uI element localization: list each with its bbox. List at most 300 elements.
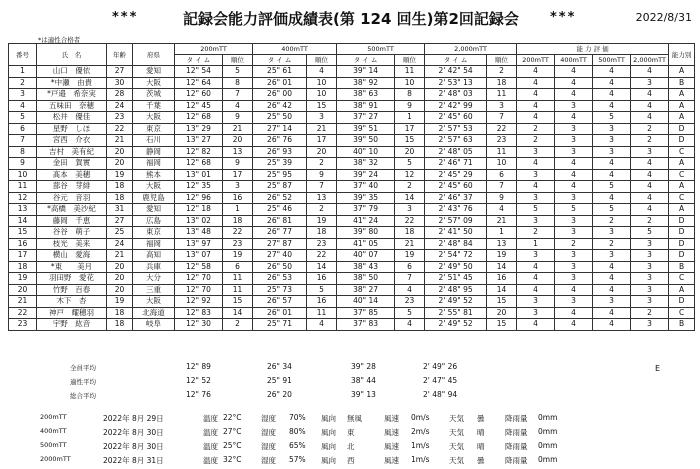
age: 20 (107, 146, 133, 158)
col-500m: 500mTT (337, 44, 425, 55)
eval-400m: 3 (555, 100, 593, 112)
weather-value: 晴 (477, 442, 485, 451)
average-400m: 26" 34 (267, 362, 292, 371)
age: 18 (107, 181, 133, 193)
eval-400m: 5 (555, 204, 593, 216)
rain-value: 0mm (538, 427, 558, 436)
time-2000m: 2' 49" 52 (425, 296, 487, 308)
eval-500m: 4 (593, 77, 631, 89)
row-number: 2 (9, 77, 37, 89)
wind-speed-label: 風速 (384, 428, 399, 437)
table-row (9, 89, 695, 101)
table-row (9, 296, 695, 308)
table-row (9, 146, 695, 158)
col-age: 年齢 (107, 44, 133, 66)
time-2000m: 2' 46" 71 (425, 158, 487, 170)
average-label: 総合平均 (70, 392, 96, 400)
rank-500m: 14 (395, 192, 425, 204)
temp-value: 25°C (223, 441, 242, 450)
col-2000m: 2,000mTT (425, 44, 517, 55)
prefecture: 石川 (133, 135, 175, 147)
weather-event: 2000mTT (40, 455, 71, 463)
col-name: 氏 名 (37, 44, 107, 66)
time-400m: 25" 73 (253, 284, 307, 296)
rank-500m: 4 (395, 284, 425, 296)
average-400m: 25" 91 (267, 376, 292, 385)
grade: D (669, 238, 695, 250)
time-200m: 12" 58 (175, 261, 223, 273)
rank-200m: 9 (223, 112, 253, 124)
average-2000m: 2' 49" 26 (423, 362, 458, 371)
rank-500m: 15 (395, 135, 425, 147)
athlete-name: 谷元 音羽 (37, 192, 107, 204)
time-200m: 12" 96 (175, 192, 223, 204)
age: 18 (107, 307, 133, 319)
age: 21 (107, 135, 133, 147)
age: 20 (107, 273, 133, 285)
eval-500m: 3 (593, 227, 631, 239)
grade: B (669, 319, 695, 331)
weather-label: 天気 (449, 442, 464, 451)
age: 31 (107, 204, 133, 216)
temp-value: 32°C (223, 455, 242, 464)
rank-400m: 11 (307, 307, 337, 319)
rank-200m: 1 (223, 204, 253, 216)
rank-2000m: 7 (487, 112, 517, 124)
time-200m: 13" 07 (175, 250, 223, 262)
prefecture: 鹿児島 (133, 192, 175, 204)
grade: C (669, 192, 695, 204)
prefecture: 千葉 (133, 100, 175, 112)
average-500m: 39" 13 (351, 390, 376, 399)
eval-400m: 3 (555, 192, 593, 204)
eval-200m: 1 (517, 238, 555, 250)
row-number: 1 (9, 66, 37, 78)
athlete-name: 谷谷 萌子 (37, 227, 107, 239)
time-400m: 26" 53 (253, 273, 307, 285)
rank-2000m: 15 (487, 296, 517, 308)
prefecture: 愛知 (133, 204, 175, 216)
row-number: 14 (9, 215, 37, 227)
rank-200m: 15 (223, 296, 253, 308)
rain-value: 0mm (538, 441, 558, 450)
prefecture: 東京 (133, 123, 175, 135)
prefecture: 福岡 (133, 238, 175, 250)
row-number: 9 (9, 158, 37, 170)
eval-200m: 2 (517, 135, 555, 147)
rain-label: 降雨量 (505, 428, 528, 437)
time-400m: 26" 52 (253, 192, 307, 204)
age: 20 (107, 261, 133, 273)
rank-500m: 2 (395, 181, 425, 193)
wind-dir-label: 風向 (321, 456, 336, 465)
rank-400m: 16 (307, 273, 337, 285)
rank-2000m: 11 (487, 146, 517, 158)
rank-400m: 22 (307, 250, 337, 262)
prefecture: 大阪 (133, 181, 175, 193)
table-row (9, 215, 695, 227)
row-number: 8 (9, 146, 37, 158)
rank-2000m: 13 (487, 238, 517, 250)
table-row (9, 181, 695, 193)
eval-2000m: 3 (631, 273, 669, 285)
eval-2000m: 3 (631, 250, 669, 262)
weather-row (0, 427, 700, 441)
eval-200m: 4 (517, 261, 555, 273)
grade: B (669, 261, 695, 273)
age: 27 (107, 215, 133, 227)
row-number: 23 (9, 319, 37, 331)
rank-200m: 14 (223, 307, 253, 319)
prefecture: 大分 (133, 273, 175, 285)
eval-400m: 3 (555, 215, 593, 227)
row-number: 21 (9, 296, 37, 308)
eval-400m: 3 (555, 146, 593, 158)
time-400m: 26" 93 (253, 146, 307, 158)
average-500m: 39" 28 (351, 362, 376, 371)
humidity-label: 湿度 (261, 442, 276, 451)
average-2000m: 2' 48" 94 (423, 390, 458, 399)
rank-200m: 16 (223, 192, 253, 204)
rank-400m: 3 (307, 112, 337, 124)
weather-event: 500mTT (40, 441, 67, 449)
rank-2000m: 15 (487, 319, 517, 331)
athlete-name: 吉村 美有紀 (37, 146, 107, 158)
eval-2000m: 3 (631, 261, 669, 273)
rank-400m: 19 (307, 215, 337, 227)
rank-2000m: 7 (487, 181, 517, 193)
rank-2000m: 18 (487, 77, 517, 89)
eval-200m: 5 (517, 204, 555, 216)
eval-500m: 4 (593, 284, 631, 296)
eval-500m: 4 (593, 89, 631, 101)
average-200m: 12" 52 (186, 376, 211, 385)
rank-400m: 23 (307, 238, 337, 250)
age: 21 (107, 250, 133, 262)
rank-200m: 19 (223, 250, 253, 262)
average-400m: 26" 20 (267, 390, 292, 399)
humidity-value: 65% (289, 441, 306, 450)
rank-2000m: 21 (487, 215, 517, 227)
time-200m: 12" 60 (175, 89, 223, 101)
wind-speed-label: 風速 (384, 456, 399, 465)
rain-value: 0mm (538, 455, 558, 464)
time-2000m: 2' 49" 50 (425, 261, 487, 273)
time-200m: 12" 64 (175, 77, 223, 89)
prefecture: 広島 (133, 215, 175, 227)
athlete-name: 松井 優佳 (37, 112, 107, 124)
weather-row (0, 455, 700, 469)
grade: A (669, 66, 695, 78)
rank-500m: 3 (395, 204, 425, 216)
age: 18 (107, 319, 133, 331)
table-row (9, 250, 695, 262)
eval-400m: 4 (555, 66, 593, 78)
humidity-value: 70% (289, 413, 306, 422)
time-200m: 12" 68 (175, 158, 223, 170)
average-label: 適性平均 (70, 378, 96, 386)
rank-200m: 2 (223, 319, 253, 331)
grade: C (669, 169, 695, 181)
page-title: 記録会能力評価成績表(第 124 回生)第2回記録会 (183, 10, 519, 28)
time-500m: 41" 24 (337, 215, 395, 227)
average-row (8, 361, 694, 375)
eval-2000m: 4 (631, 100, 669, 112)
time-2000m: 2' 57" 53 (425, 123, 487, 135)
time-400m: 26" 81 (253, 215, 307, 227)
col-time: タ イ ム (253, 55, 307, 66)
time-500m: 38" 43 (337, 261, 395, 273)
time-500m: 38" 50 (337, 273, 395, 285)
eval-200m: 4 (517, 181, 555, 193)
eval-200m: 3 (517, 307, 555, 319)
athlete-name: 山口 優依 (37, 66, 107, 78)
time-400m: 26" 50 (253, 261, 307, 273)
time-500m: 38" 91 (337, 100, 395, 112)
eval-500m: 2 (593, 238, 631, 250)
eval-500m: 3 (593, 135, 631, 147)
row-number: 11 (9, 181, 37, 193)
time-400m: 26" 76 (253, 135, 307, 147)
rank-500m: 1 (395, 112, 425, 124)
rank-2000m: 3 (487, 100, 517, 112)
rank-2000m: 19 (487, 250, 517, 262)
rank-500m: 17 (395, 123, 425, 135)
time-2000m: 2' 57" 09 (425, 215, 487, 227)
age: 24 (107, 238, 133, 250)
rank-500m: 19 (395, 250, 425, 262)
average-row (8, 389, 694, 403)
eval-400m: 2 (555, 238, 593, 250)
time-200m: 12" 70 (175, 284, 223, 296)
time-2000m: 2' 48" 95 (425, 284, 487, 296)
rank-400m: 2 (307, 158, 337, 170)
humidity-value: 80% (289, 427, 306, 436)
age: 19 (107, 296, 133, 308)
eval-200m: 2 (517, 123, 555, 135)
time-500m: 39" 35 (337, 192, 395, 204)
col-time: タ イ ム (337, 55, 395, 66)
prefecture: 愛知 (133, 66, 175, 78)
eval-200m: 3 (517, 169, 555, 181)
eval-2000m: 3 (631, 146, 669, 158)
athlete-name: 星野 しほ (37, 123, 107, 135)
wind-speed-value: 2m/s (411, 427, 430, 436)
eval-400m: 3 (555, 250, 593, 262)
athlete-name: 髙本 美穂 (37, 169, 107, 181)
rank-500m: 9 (395, 100, 425, 112)
time-500m: 39" 24 (337, 169, 395, 181)
time-2000m: 2' 54" 72 (425, 250, 487, 262)
rank-500m: 22 (395, 215, 425, 227)
rank-400m: 15 (307, 100, 337, 112)
col-time: タ イ ム (175, 55, 223, 66)
rank-200m: 13 (223, 146, 253, 158)
rank-500m: 11 (395, 66, 425, 78)
grade: D (669, 215, 695, 227)
grade: C (669, 146, 695, 158)
time-2000m: 2' 55" 81 (425, 307, 487, 319)
rank-2000m: 14 (487, 261, 517, 273)
eval-400m: 4 (555, 112, 593, 124)
time-2000m: 2' 48" 03 (425, 89, 487, 101)
athlete-name: 竹野 百春 (37, 284, 107, 296)
eval-200m: 4 (517, 66, 555, 78)
rain-label: 降雨量 (505, 442, 528, 451)
average-500m: 38" 44 (351, 376, 376, 385)
col-time: タ イ ム (425, 55, 487, 66)
rank-2000m: 2 (487, 66, 517, 78)
rank-2000m: 11 (487, 89, 517, 101)
grade: C (669, 307, 695, 319)
time-2000m: 2' 42" 54 (425, 66, 487, 78)
rank-500m: 23 (395, 296, 425, 308)
wind-speed-value: 0m/s (411, 413, 430, 422)
rank-200m: 11 (223, 273, 253, 285)
eval-400m: 4 (555, 89, 593, 101)
row-number: 4 (9, 100, 37, 112)
prefecture: 兵庫 (133, 261, 175, 273)
prefecture: 静岡 (133, 146, 175, 158)
col-eval: 能 力 評 価 (517, 44, 669, 55)
col-grade: 能力別 (669, 44, 695, 66)
time-400m: 27" 14 (253, 123, 307, 135)
rank-400m: 2 (307, 204, 337, 216)
weather-date: 2022年 8月 29日 (103, 414, 164, 423)
eval-2000m: 3 (631, 77, 669, 89)
time-200m: 12" 70 (175, 273, 223, 285)
table-row (9, 319, 695, 331)
grade: A (669, 204, 695, 216)
header-row-1 (9, 44, 695, 55)
rank-400m: 18 (307, 227, 337, 239)
prefecture: 大阪 (133, 77, 175, 89)
eval-500m: 4 (593, 307, 631, 319)
eval-500m: 4 (593, 261, 631, 273)
grade: A (669, 100, 695, 112)
eval-400m: 4 (555, 284, 593, 296)
rank-500m: 10 (395, 77, 425, 89)
time-500m: 39" 51 (337, 123, 395, 135)
page-header (0, 8, 700, 30)
grade: D (669, 135, 695, 147)
row-number: 6 (9, 123, 37, 135)
prefecture: 大阪 (133, 296, 175, 308)
eval-400m: 3 (555, 135, 593, 147)
rank-400m: 17 (307, 135, 337, 147)
athlete-name: *戸邉 希奈実 (37, 89, 107, 101)
time-200m: 12" 30 (175, 319, 223, 331)
weather-row (0, 441, 700, 455)
eval-500m: 5 (593, 112, 631, 124)
rank-400m: 10 (307, 89, 337, 101)
table-row (9, 135, 695, 147)
eval-500m: 4 (593, 192, 631, 204)
temp-label: 温度 (203, 456, 218, 465)
temp-label: 温度 (203, 428, 218, 437)
time-2000m: 2' 49" 52 (425, 319, 487, 331)
rank-2000m: 22 (487, 123, 517, 135)
time-400m: 25" 71 (253, 319, 307, 331)
rank-200m: 17 (223, 169, 253, 181)
eval-2000m: 4 (631, 169, 669, 181)
eval-200m: 4 (517, 158, 555, 170)
report-date: 2022/8/31 (635, 11, 692, 24)
time-400m: 25" 95 (253, 169, 307, 181)
age: 27 (107, 66, 133, 78)
time-400m: 26" 00 (253, 89, 307, 101)
time-2000m: 2' 48" 05 (425, 146, 487, 158)
title-stars-left: *** (112, 10, 139, 25)
wind-speed-label: 風速 (384, 442, 399, 451)
time-500m: 38" 63 (337, 89, 395, 101)
eval-2000m: 2 (631, 135, 669, 147)
humidity-value: 57% (289, 455, 306, 464)
rank-400m: 10 (307, 77, 337, 89)
average-200m: 12" 76 (186, 390, 211, 399)
time-200m: 13" 27 (175, 135, 223, 147)
eval-500m: 4 (593, 158, 631, 170)
eval-200m: 3 (517, 215, 555, 227)
weather-value: 曇 (477, 414, 485, 423)
eval-400m: 4 (555, 158, 593, 170)
results-table (8, 43, 695, 331)
wind-dir-value: 西 (347, 456, 355, 465)
time-500m: 39" 80 (337, 227, 395, 239)
eval-400m: 4 (555, 181, 593, 193)
eval-500m: 5 (593, 204, 631, 216)
eval-400m: 3 (555, 227, 593, 239)
humidity-label: 湿度 (261, 456, 276, 465)
time-400m: 26" 42 (253, 100, 307, 112)
table-row (9, 100, 695, 112)
title-stars-right: *** (550, 10, 577, 25)
weather-label: 天気 (449, 428, 464, 437)
grade: C (669, 273, 695, 285)
eval-200m: 3 (517, 146, 555, 158)
weather-date: 2022年 8月 30日 (103, 428, 164, 437)
time-500m: 37" 79 (337, 204, 395, 216)
row-number: 3 (9, 89, 37, 101)
prefecture: 北海道 (133, 307, 175, 319)
table-row (9, 307, 695, 319)
eval-200m: 4 (517, 284, 555, 296)
time-400m: 27" 40 (253, 250, 307, 262)
weather-date: 2022年 8月 31日 (103, 456, 164, 465)
athlete-name: 横山 愛海 (37, 250, 107, 262)
rank-500m: 12 (395, 169, 425, 181)
rain-label: 降雨量 (505, 456, 528, 465)
rank-500m: 20 (395, 146, 425, 158)
eval-400m: 4 (555, 77, 593, 89)
rank-500m: 4 (395, 319, 425, 331)
eval-400m: 3 (555, 296, 593, 308)
prefecture: 熊本 (133, 169, 175, 181)
eval-2000m: 4 (631, 158, 669, 170)
time-2000m: 2' 41" 50 (425, 227, 487, 239)
time-400m: 26" 01 (253, 307, 307, 319)
col-rank: 順位 (223, 55, 253, 66)
athlete-name: 藤岡 千恵 (37, 215, 107, 227)
table-row (9, 77, 695, 89)
athlete-name: 木下 杏 (37, 296, 107, 308)
athlete-name: 宮西 介衣 (37, 135, 107, 147)
eval-400m: 3 (555, 273, 593, 285)
weather-event: 200mTT (40, 413, 67, 421)
table-row (9, 158, 695, 170)
average-row (8, 375, 694, 389)
athlete-name: 蔀谷 芽緋 (37, 181, 107, 193)
